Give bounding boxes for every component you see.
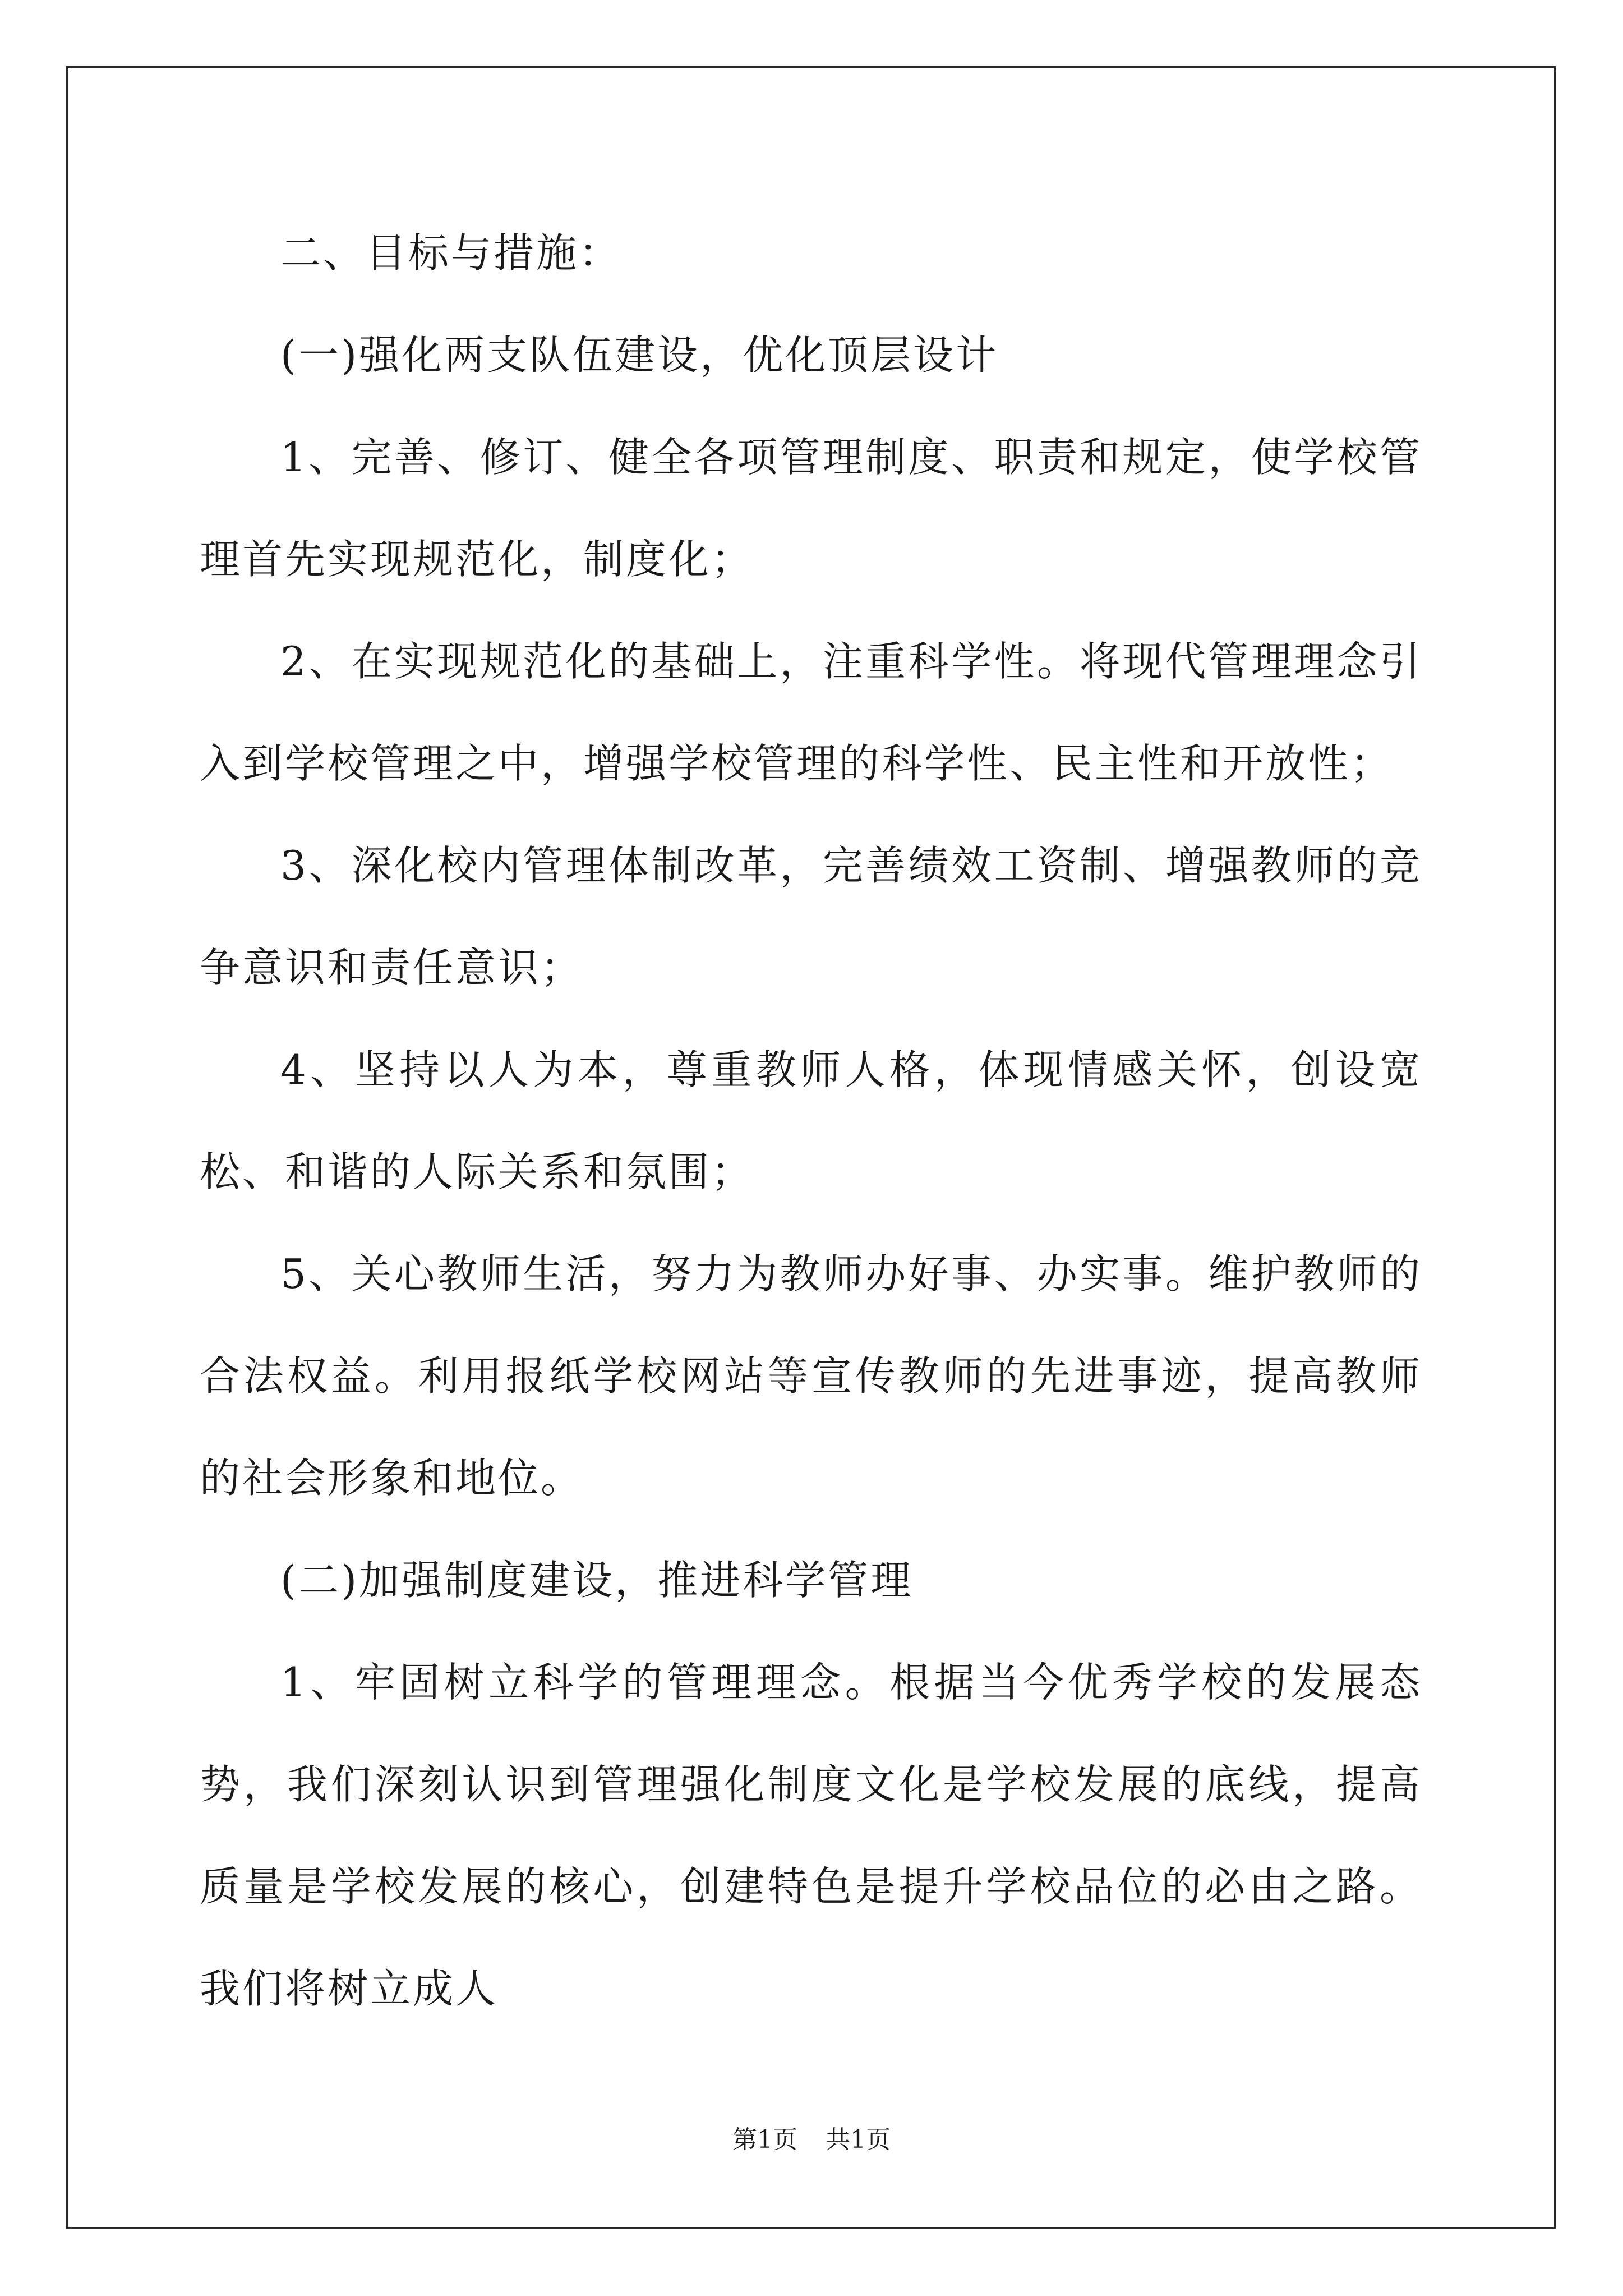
- list-item: 3、深化校内管理体制改革，完善绩效工资制、增强教师的竞争意识和责任意识；: [200, 842, 1422, 991]
- list-item: 1、牢固树立科学的管理理念。根据当今优秀学校的发展态势，我们深刻认识到管理强化制度文化是学校发展的底线，提高质量是学校发展的核心，创建特色是提升学校品位的必由之路。我们将树立成人: [200, 1659, 1422, 2012]
- list-item: 1、完善、修订、健全各项管理制度、职责和规定，使学校管理首先实现规范化，制度化；: [200, 434, 1422, 583]
- list-item: 4、坚持以人为本，尊重教师人格，体现情感关怀，创设宽松、和谐的人际关系和氛围；: [200, 1046, 1422, 1195]
- document-body: [200, 202, 1422, 2040]
- page-number: 第1页: [732, 2125, 797, 2154]
- list-item: 2、在实现规范化的基础上，注重科学性。将现代管理理念引入到学校管理之中，增强学校管理的科学性、民主性和开放性；: [200, 638, 1422, 787]
- section-heading: 二、目标与措施：: [280, 229, 622, 277]
- list-item: 5、关心教师生活，努力为教师办好事、办实事。维护教师的合法权益。利用报纸学校网站等宣传教师的先进事迹，提高教师的社会形象和地位。: [200, 1250, 1422, 1502]
- subsection-heading: (二)加强制度建设，推进科学管理: [280, 1557, 914, 1604]
- page-footer: [0, 2119, 1623, 2155]
- page-total: 共1页: [826, 2125, 891, 2154]
- subsection-heading: (一)强化两支队伍建设，优化顶层设计: [280, 332, 999, 379]
